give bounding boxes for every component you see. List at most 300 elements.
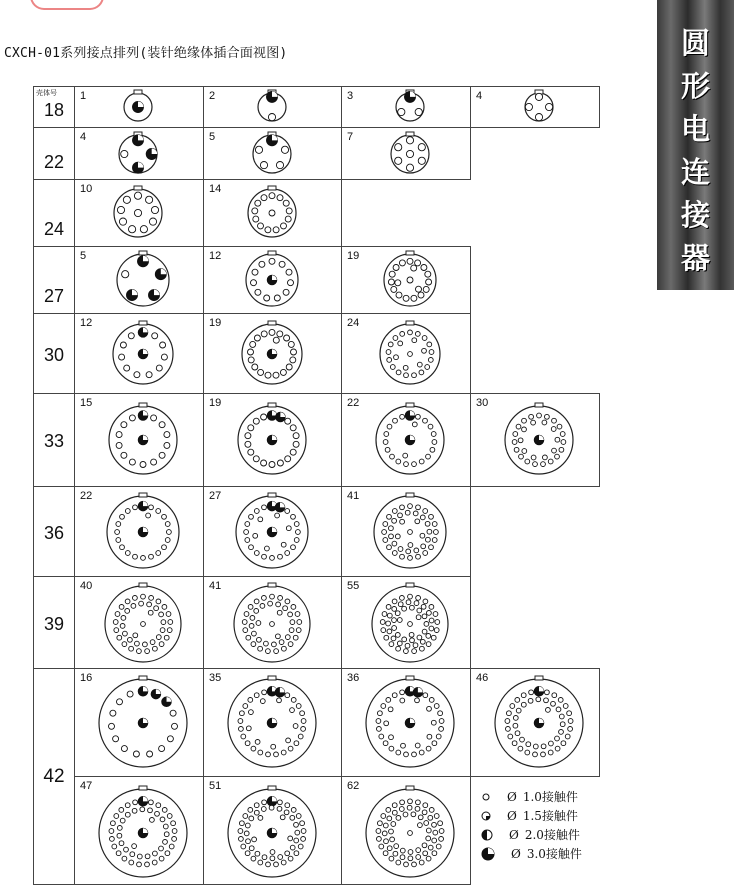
contact-dot	[120, 342, 126, 348]
contact-dot	[432, 440, 437, 445]
contact-dot	[130, 852, 135, 857]
contact-dot	[384, 721, 389, 726]
contact-dot	[150, 818, 155, 823]
contact-dot	[386, 621, 391, 626]
contact-dot	[135, 641, 140, 646]
arrangement-cell	[75, 669, 204, 777]
contact-dot	[563, 704, 568, 709]
contact-dot	[417, 362, 422, 367]
connector-face-diagram	[75, 314, 203, 394]
contact-dot	[387, 629, 392, 634]
contact-dot	[552, 418, 557, 423]
contact-dot	[388, 342, 393, 347]
contact-dot	[286, 208, 292, 214]
contact-dot	[249, 514, 254, 519]
contact-dot	[422, 810, 427, 815]
contact-dot	[403, 812, 408, 817]
contact-dot	[169, 844, 174, 849]
contact-dot	[407, 277, 413, 283]
arrangement-cell	[471, 669, 600, 777]
contact-dot	[301, 837, 306, 842]
contact-dot	[285, 599, 290, 604]
contact-dot	[518, 438, 523, 443]
legend-label: 3.0接触件	[526, 847, 582, 861]
contact-dot	[533, 462, 538, 467]
contact-count: 15	[80, 397, 93, 409]
contact-dot	[408, 799, 413, 804]
contact-dot	[420, 533, 425, 538]
contact-dot	[289, 628, 294, 633]
contact-dot	[387, 613, 392, 618]
contact-dot	[432, 741, 437, 746]
contact-dot	[264, 641, 269, 646]
contact-dot	[545, 690, 550, 695]
contact-dot	[133, 505, 138, 510]
contact-dot	[131, 604, 136, 609]
connector-face-diagram	[75, 128, 203, 180]
contact-dot	[293, 724, 298, 729]
contact-dot	[548, 750, 553, 755]
contact-dot	[542, 420, 547, 425]
contact-dot	[125, 599, 130, 604]
contact-dot	[513, 432, 518, 437]
contact-dot	[301, 719, 306, 724]
contact-dot	[290, 845, 295, 850]
contact-dot	[245, 851, 250, 856]
shell-size-cell	[34, 180, 75, 247]
contact-dot	[145, 854, 150, 859]
contact-dot	[288, 836, 293, 841]
contact-dot	[376, 719, 381, 724]
contact-dot	[248, 349, 254, 355]
banner-char: 电	[680, 112, 710, 146]
contact-dot	[128, 637, 133, 642]
contact-dot	[290, 425, 296, 431]
contact-dot	[389, 526, 394, 531]
shell-size: 36	[43, 523, 65, 543]
arrangement-cell	[75, 394, 204, 487]
arrangement-cell	[471, 394, 600, 487]
contact-dot	[396, 459, 401, 464]
contact-dot	[172, 723, 178, 729]
contact-dot	[408, 504, 413, 509]
contact-dot	[536, 697, 541, 702]
connector-face-diagram	[75, 394, 203, 487]
contact-dot	[390, 365, 395, 370]
contact-dot	[250, 616, 255, 621]
contact-dot	[291, 808, 296, 813]
legend-item	[481, 806, 582, 825]
contact-2.0-icon	[481, 829, 493, 841]
empty-cell	[471, 314, 600, 394]
contact-dot	[404, 862, 409, 867]
shell-size: 42	[43, 765, 65, 787]
contact-dot	[254, 609, 259, 614]
contact-dot	[162, 808, 167, 813]
contact-count: 30	[476, 397, 489, 409]
contact-dot	[121, 150, 128, 157]
contact-dot	[392, 810, 397, 815]
contact-dot	[400, 519, 405, 524]
contact-dot	[515, 731, 520, 736]
contact-dot	[245, 433, 251, 439]
contact-dot	[427, 706, 432, 711]
contact-dot	[167, 530, 172, 535]
contact-dot	[412, 752, 417, 757]
contact-dot	[275, 513, 280, 518]
connector-face-diagram	[204, 394, 341, 487]
contact-dot	[258, 646, 263, 651]
contact-dot	[426, 634, 431, 639]
contact-dot	[423, 803, 428, 808]
contact-dot	[285, 551, 290, 556]
contact-dot	[516, 708, 521, 713]
contact-dot	[567, 711, 572, 716]
contact-count: 5	[209, 131, 216, 143]
contact-dot	[510, 704, 515, 709]
contact-dot	[387, 846, 392, 851]
contact-dot	[296, 814, 301, 819]
contact-dot	[415, 519, 420, 524]
contact-dot	[399, 260, 405, 266]
contact-dot	[535, 114, 542, 121]
contact-dot	[281, 860, 286, 865]
connector-face-diagram	[471, 394, 599, 487]
contact-dot	[522, 449, 527, 454]
contact-dot	[396, 646, 401, 651]
contact-dot	[546, 708, 551, 713]
contact-dot	[288, 280, 294, 286]
empty-cell	[342, 180, 471, 247]
contact-dot	[109, 829, 114, 834]
contact-dot	[429, 698, 434, 703]
contact-dot	[402, 606, 407, 611]
banner-char: 器	[680, 241, 710, 275]
legend-label: 1.5接触件	[522, 809, 578, 823]
contact-count: 14	[209, 183, 222, 195]
contact-dot	[412, 649, 417, 654]
contact-dot	[384, 432, 389, 437]
contact-dot	[396, 750, 401, 755]
contact-dot	[274, 862, 279, 867]
empty-cell	[471, 128, 600, 180]
contact-dot	[424, 821, 429, 826]
shell-size: 18	[43, 100, 65, 120]
contact-dot	[277, 698, 282, 703]
contact-dot	[288, 612, 293, 617]
contact-dot	[172, 837, 177, 842]
contact-dot	[155, 811, 160, 816]
contact-dot	[268, 601, 273, 606]
arrangement-cell	[204, 314, 342, 394]
contact-dot	[279, 261, 285, 267]
contact-dot	[254, 335, 260, 341]
contact-dot	[160, 817, 165, 822]
connector-face-diagram	[204, 669, 341, 777]
contact-dot	[412, 862, 417, 867]
contact-dot	[166, 612, 171, 617]
connector-face-diagram	[75, 180, 203, 247]
contact-dot	[294, 851, 299, 856]
contact-count: 46	[476, 672, 489, 684]
contact-dot	[408, 530, 413, 535]
contact-dot	[378, 821, 383, 826]
shell-size: 24	[43, 219, 65, 239]
contact-dot	[163, 840, 168, 845]
contact-dot	[257, 637, 262, 642]
contact-dot	[156, 635, 161, 640]
contact-dot	[114, 628, 119, 633]
contact-1.5-icon	[481, 811, 491, 821]
contact-dot	[512, 440, 517, 445]
contact-count: 41	[209, 580, 222, 592]
shell-size: 33	[43, 431, 65, 451]
contact-dot	[156, 551, 161, 556]
shell-size-cell	[34, 314, 75, 394]
contact-count: 5	[80, 250, 87, 262]
contact-dot	[406, 600, 411, 605]
contact-dot	[516, 424, 521, 429]
contact-dot	[411, 265, 417, 271]
connector-face-diagram	[204, 777, 341, 885]
contact-dot	[568, 719, 573, 724]
contact-dot	[416, 615, 421, 620]
contact-dot	[428, 358, 433, 363]
arrangement-cell	[342, 128, 471, 180]
diameter-symbol: Ø	[509, 827, 519, 842]
contact-dot	[159, 856, 164, 861]
contact-dot	[382, 612, 387, 617]
contact-dot	[546, 103, 553, 110]
contact-dot	[117, 826, 122, 831]
contact-dot	[548, 459, 553, 464]
contact-dot	[428, 845, 433, 850]
contact-count: 27	[209, 490, 222, 502]
contact-dot	[392, 693, 397, 698]
contact-count: 41	[347, 490, 360, 502]
contact-dot	[296, 530, 301, 535]
contact-dot	[533, 752, 538, 757]
contact-dot	[122, 271, 129, 278]
contact-dot	[400, 848, 405, 853]
contact-dot	[293, 441, 299, 447]
contact-count: 22	[80, 490, 93, 502]
contact-dot	[164, 635, 169, 640]
contact-dot	[134, 192, 141, 199]
contact-dot	[279, 640, 284, 645]
contact-dot	[395, 157, 402, 164]
contact-dot	[121, 422, 127, 428]
contact-dot	[139, 601, 144, 606]
contact-dot	[253, 533, 258, 538]
contact-dot	[249, 710, 254, 715]
contact-dot	[255, 289, 261, 295]
contact-dot	[537, 413, 542, 418]
contact-dot	[380, 620, 385, 625]
contact-count: 4	[80, 131, 87, 143]
contact-dot	[407, 258, 413, 264]
contact-dot	[261, 414, 267, 420]
contact-dot	[393, 851, 398, 856]
contact-dot	[387, 545, 392, 550]
contact-dot	[411, 295, 417, 301]
contact-dot	[514, 447, 519, 452]
contact-dot	[432, 838, 437, 843]
contact-dot	[252, 269, 258, 275]
contact-dot	[159, 746, 165, 752]
contact-count: 12	[80, 317, 93, 329]
contact-dot	[254, 803, 259, 808]
contact-dot	[127, 691, 133, 697]
contact-dot	[273, 227, 279, 233]
contact-dot	[248, 698, 253, 703]
contact-dot	[300, 821, 305, 826]
contact-dot	[383, 823, 388, 828]
contact-dot	[146, 372, 152, 378]
contact-dot	[258, 860, 263, 865]
contact-dot	[426, 828, 431, 833]
contact-dot	[119, 808, 124, 813]
contact-dot	[297, 620, 302, 625]
contact-dot	[253, 456, 259, 462]
arrangement-cell	[75, 87, 204, 128]
contact-dot	[152, 860, 157, 865]
contact-dot	[291, 545, 296, 550]
contact-dot	[243, 814, 248, 819]
contact-dot	[426, 454, 431, 459]
contact-dot	[381, 628, 386, 633]
arrangement-cell	[204, 180, 342, 247]
contact-dot	[398, 341, 403, 346]
contact-dot	[383, 538, 388, 543]
contact-dot	[377, 727, 382, 732]
arrangement-cell	[204, 777, 342, 885]
contact-dot	[398, 108, 405, 115]
contact-dot	[254, 509, 259, 514]
contact-dot	[298, 844, 303, 849]
contact-dot	[281, 750, 286, 755]
contact-dot	[425, 271, 431, 277]
contact-dot	[290, 449, 296, 455]
contact-dot	[386, 350, 391, 355]
connector-face-diagram	[75, 669, 203, 777]
arrangement-cell	[204, 87, 342, 128]
contact-dot	[134, 209, 141, 216]
contact-dot	[410, 638, 415, 643]
contact-dot	[145, 862, 150, 867]
contact-dot	[423, 599, 428, 604]
contact-dot	[390, 837, 395, 842]
contact-dot	[270, 850, 275, 855]
contact-dot	[419, 370, 424, 375]
empty-cell	[471, 487, 600, 577]
contact-dot	[389, 534, 394, 539]
contact-dot	[117, 699, 123, 705]
contact-dot	[261, 331, 267, 337]
contact-dot	[409, 632, 414, 637]
shell-size-cell	[34, 128, 75, 180]
legend-label: 2.0接触件	[524, 828, 580, 842]
contact-dot	[506, 727, 511, 732]
contact-dot	[408, 330, 413, 335]
contact-count: 22	[347, 397, 360, 409]
contact-dot	[278, 800, 283, 805]
contact-dot	[282, 646, 287, 651]
contact-dot	[423, 551, 428, 556]
contact-dot	[137, 862, 142, 867]
contact-dot	[119, 605, 124, 610]
contact-dot	[416, 554, 421, 559]
contact-dot	[159, 422, 165, 428]
contact-dot	[398, 547, 403, 552]
contact-dot	[384, 839, 389, 844]
contact-dot	[559, 447, 564, 452]
contact-dot	[294, 741, 299, 746]
contact-dot	[140, 462, 146, 468]
contact-dot	[392, 551, 397, 556]
contact-dot	[528, 698, 533, 703]
contact-dot	[427, 342, 432, 347]
contact-dot	[416, 800, 421, 805]
contact-dot	[156, 509, 161, 514]
contact-dot	[388, 279, 394, 285]
arrangement-cell	[342, 777, 471, 885]
contact-dot	[421, 544, 426, 549]
contact-dot	[417, 635, 422, 640]
contact-dot	[545, 414, 550, 419]
contact-dot	[117, 635, 122, 640]
contact-dot	[269, 258, 275, 264]
contact-dot	[428, 424, 433, 429]
contact-dot	[248, 605, 253, 610]
contact-dot	[518, 746, 523, 751]
contact-dot	[129, 860, 134, 865]
contact-dot	[258, 517, 263, 522]
contact-dot	[513, 723, 518, 728]
shell-size: 27	[43, 286, 65, 306]
contact-dot	[422, 348, 427, 353]
contact-dot	[245, 538, 250, 543]
contact-dot	[395, 633, 400, 638]
contact-dot	[133, 800, 138, 805]
contact-dot	[161, 620, 166, 625]
contact-dot	[439, 837, 444, 842]
connector-face-diagram	[342, 128, 478, 180]
connector-face-diagram	[75, 777, 203, 885]
contact-dot	[277, 610, 282, 615]
contact-dot	[153, 646, 158, 651]
contact-dot	[137, 649, 142, 654]
contact-dot	[415, 743, 420, 748]
contact-dot	[400, 505, 405, 510]
contact-dot	[246, 839, 251, 844]
contact-dot	[436, 734, 441, 739]
connector-face-diagram	[75, 247, 203, 314]
contact-dot	[113, 736, 119, 742]
contact-dot	[418, 157, 425, 164]
contact-dot	[125, 812, 130, 817]
contact-dot	[551, 427, 556, 432]
contact-dot	[400, 690, 405, 695]
contact-dot	[291, 605, 296, 610]
contact-dot	[285, 216, 291, 222]
contact-dot	[555, 746, 560, 751]
contact-dot	[288, 746, 293, 751]
contact-dot	[418, 292, 424, 298]
contact-dot	[415, 260, 421, 266]
contact-dot	[116, 851, 121, 856]
contact-dot	[117, 833, 122, 838]
